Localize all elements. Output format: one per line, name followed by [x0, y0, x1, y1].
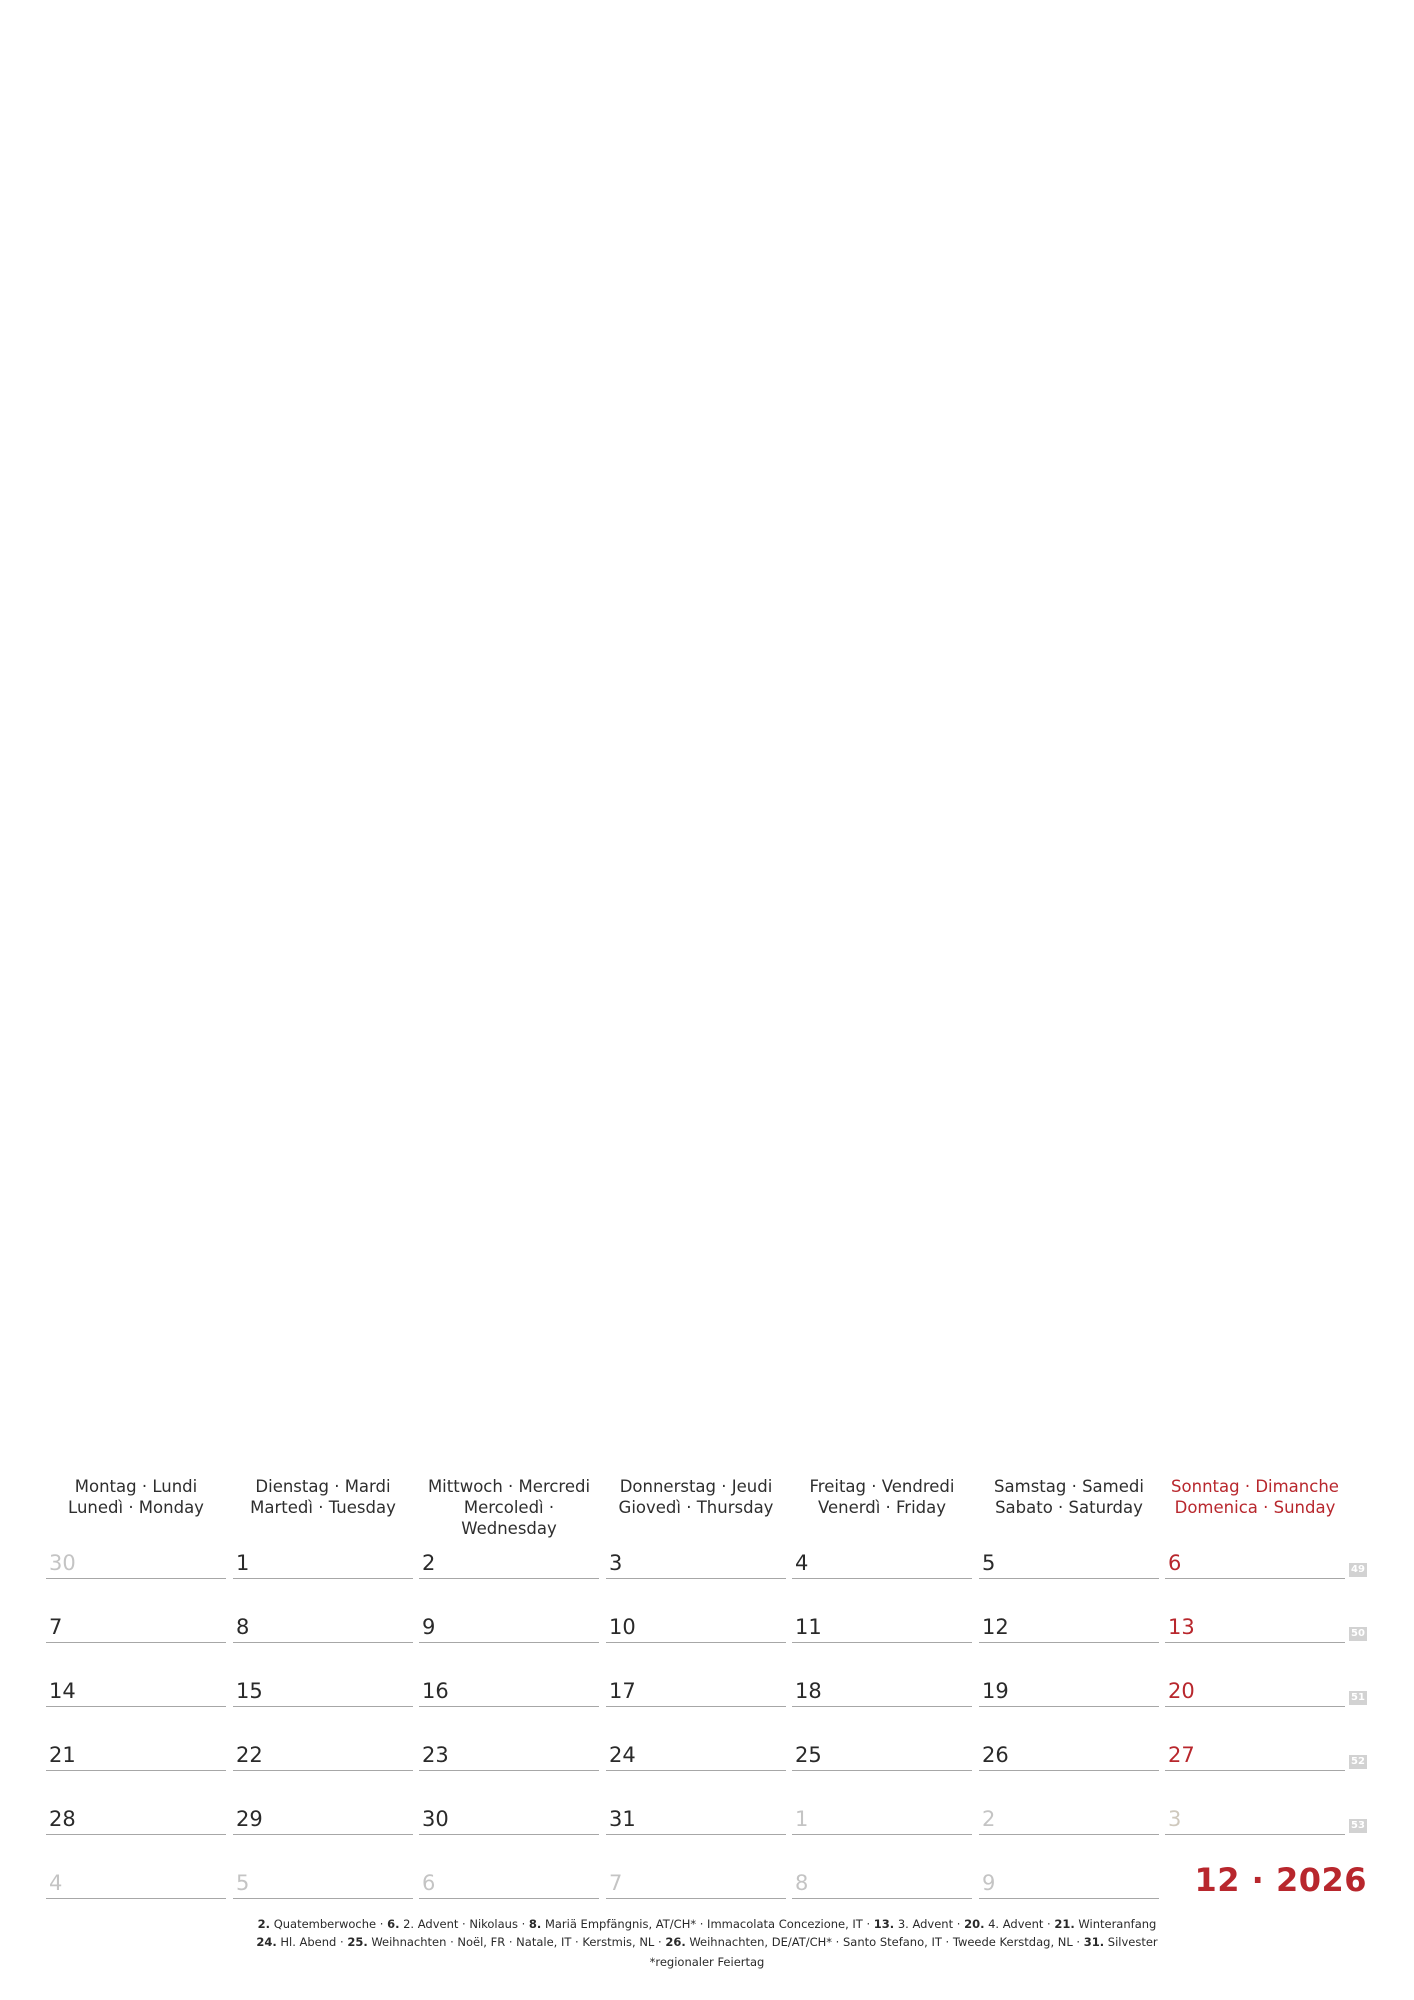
day-cell — [792, 1658, 972, 1707]
weekday-header-line2: Martedì · Tuesday — [250, 1498, 396, 1517]
holiday-line-1 — [0, 1915, 1414, 1933]
day-number: 25 — [795, 1743, 822, 1767]
day-cell — [606, 1594, 786, 1643]
day-number: 10 — [609, 1615, 636, 1639]
day-number: 8 — [795, 1871, 809, 1895]
weekday-header — [233, 1476, 413, 1518]
weekday-header — [46, 1476, 226, 1518]
day-cell — [233, 1658, 413, 1707]
holiday-day: 13. — [873, 1917, 895, 1931]
holiday-text: 4. Advent — [988, 1917, 1044, 1931]
day-cell — [46, 1786, 226, 1835]
holiday-separator: · — [336, 1935, 348, 1949]
holiday-day: 24. — [256, 1935, 277, 1949]
day-cell — [979, 1658, 1159, 1707]
day-number: 3 — [1168, 1807, 1182, 1831]
day-cell — [792, 1530, 972, 1579]
weekday-header-line2: Sabato · Saturday — [995, 1498, 1143, 1517]
day-number: 30 — [49, 1551, 76, 1575]
day-cell — [1165, 1658, 1345, 1707]
day-cell — [233, 1594, 413, 1643]
day-cell — [979, 1530, 1159, 1579]
weekday-header-line2: Giovedì · Thursday — [618, 1498, 774, 1517]
day-number: 26 — [982, 1743, 1009, 1767]
day-number: 5 — [236, 1871, 250, 1895]
holiday-separator: · — [862, 1917, 874, 1931]
day-number: 2 — [982, 1807, 996, 1831]
month-year-label: 12 · 2026 — [1194, 1861, 1367, 1899]
day-cell — [606, 1722, 786, 1771]
day-cell — [233, 1786, 413, 1835]
holiday-text: Weihnachten · Noël, FR · Natale, IT · Kerstmis, NL — [371, 1935, 655, 1949]
holiday-text: Winteranfang — [1078, 1917, 1157, 1931]
day-number: 23 — [422, 1743, 449, 1767]
week-number-badge: 51 — [1349, 1691, 1367, 1705]
day-cell — [233, 1850, 413, 1899]
holiday-footnote: *regionaler Feiertag — [649, 1955, 765, 1969]
weekday-header-line1: Samstag · Samedi — [994, 1477, 1144, 1496]
holiday-line-2 — [0, 1933, 1414, 1951]
day-number: 12 — [982, 1615, 1009, 1639]
day-number: 17 — [609, 1679, 636, 1703]
day-number: 4 — [49, 1871, 63, 1895]
holiday-separator: · — [376, 1917, 388, 1931]
weekday-header — [792, 1476, 972, 1518]
holiday-separator: · — [654, 1935, 666, 1949]
holiday-text: Weihnachten, DE/AT/CH* · Santo Stefano, IT · Tweede Kerstdag, NL — [689, 1935, 1073, 1949]
weekday-header-line2: Mercoledì · Wednesday — [461, 1498, 557, 1538]
day-number: 2 — [422, 1551, 436, 1575]
week-number-badge: 50 — [1349, 1627, 1367, 1641]
holiday-text: 3. Advent — [897, 1917, 954, 1931]
day-cell — [1165, 1530, 1345, 1579]
day-number: 28 — [49, 1807, 76, 1831]
day-cell — [46, 1722, 226, 1771]
day-number: 7 — [609, 1871, 623, 1895]
holiday-text: Silvester — [1107, 1935, 1158, 1949]
day-number: 3 — [609, 1551, 623, 1575]
day-number: 11 — [795, 1615, 822, 1639]
day-cell — [1165, 1722, 1345, 1771]
weekday-header-line2: Domenica · Sunday — [1174, 1498, 1336, 1517]
weekday-header-line2: Venerdì · Friday — [817, 1498, 947, 1517]
holiday-text: Mariä Empfängnis, AT/CH* · Immacolata Concezione, IT — [544, 1917, 863, 1931]
holiday-day: 31. — [1083, 1935, 1105, 1949]
holiday-day: 20. — [964, 1917, 985, 1931]
day-number: 9 — [982, 1871, 996, 1895]
day-cell — [979, 1722, 1159, 1771]
day-cell — [419, 1722, 599, 1771]
day-cell — [419, 1850, 599, 1899]
day-number: 19 — [982, 1679, 1009, 1703]
day-number: 5 — [982, 1551, 996, 1575]
holiday-day: 8. — [528, 1917, 542, 1931]
day-cell — [979, 1594, 1159, 1643]
week-number-badge: 49 — [1349, 1563, 1367, 1577]
day-cell — [979, 1850, 1159, 1899]
day-cell — [419, 1658, 599, 1707]
holiday-text: 2. Advent · Nikolaus — [403, 1917, 518, 1931]
day-cell — [1165, 1786, 1345, 1835]
day-cell — [46, 1594, 226, 1643]
day-number: 21 — [49, 1743, 76, 1767]
day-cell — [46, 1530, 226, 1579]
weekday-header-line1: Dienstag · Mardi — [255, 1477, 391, 1496]
day-number: 15 — [236, 1679, 263, 1703]
day-cell — [606, 1786, 786, 1835]
day-cell — [792, 1722, 972, 1771]
weekday-header-line1: Donnerstag · Jeudi — [619, 1477, 773, 1496]
day-number: 14 — [49, 1679, 76, 1703]
weekday-header-line1: Montag · Lundi — [74, 1477, 198, 1496]
weekday-header — [606, 1476, 786, 1518]
holiday-separator: · — [1072, 1935, 1084, 1949]
day-number: 7 — [49, 1615, 63, 1639]
holiday-text: Hl. Abend — [280, 1935, 337, 1949]
day-cell — [46, 1850, 226, 1899]
day-cell — [792, 1594, 972, 1643]
holiday-separator: · — [953, 1917, 965, 1931]
day-cell — [792, 1786, 972, 1835]
day-number: 6 — [1168, 1551, 1182, 1575]
day-cell — [419, 1530, 599, 1579]
holiday-day: 2. — [257, 1917, 271, 1931]
day-number: 20 — [1168, 1679, 1195, 1703]
holiday-text: Quatemberwoche — [273, 1917, 377, 1931]
day-number: 13 — [1168, 1615, 1195, 1639]
day-number: 30 — [422, 1807, 449, 1831]
day-number: 16 — [422, 1679, 449, 1703]
week-number-badge: 52 — [1349, 1755, 1367, 1769]
weekday-header — [979, 1476, 1159, 1518]
day-cell — [606, 1530, 786, 1579]
day-number: 29 — [236, 1807, 263, 1831]
day-cell — [606, 1658, 786, 1707]
day-cell — [419, 1786, 599, 1835]
holiday-day: 21. — [1054, 1917, 1075, 1931]
day-number: 8 — [236, 1615, 250, 1639]
holiday-day: 25. — [347, 1935, 368, 1949]
day-cell — [419, 1594, 599, 1643]
weekday-header-line1: Freitag · Vendredi — [809, 1477, 955, 1496]
day-number: 1 — [795, 1807, 809, 1831]
holiday-separator: · — [517, 1917, 529, 1931]
day-number: 4 — [795, 1551, 809, 1575]
holiday-separator: · — [1043, 1917, 1055, 1931]
day-cell — [606, 1850, 786, 1899]
holiday-day: 26. — [665, 1935, 686, 1949]
day-cell — [979, 1786, 1159, 1835]
day-number: 9 — [422, 1615, 436, 1639]
week-number-badge: 53 — [1349, 1819, 1367, 1833]
day-number: 27 — [1168, 1743, 1195, 1767]
weekday-header-line1: Sonntag · Dimanche — [1171, 1477, 1339, 1496]
day-number: 22 — [236, 1743, 263, 1767]
day-cell — [233, 1722, 413, 1771]
day-number: 1 — [236, 1551, 250, 1575]
holiday-day: 6. — [387, 1917, 400, 1931]
weekday-header — [1165, 1476, 1345, 1518]
day-number: 31 — [609, 1807, 636, 1831]
day-number: 18 — [795, 1679, 822, 1703]
day-cell — [1165, 1594, 1345, 1643]
day-cell — [792, 1850, 972, 1899]
day-cell — [46, 1658, 226, 1707]
day-cell — [233, 1530, 413, 1579]
day-number: 6 — [422, 1871, 436, 1895]
weekday-header-line2: Lunedì · Monday — [68, 1498, 204, 1517]
weekday-header-line1: Mittwoch · Mercredi — [427, 1477, 591, 1496]
day-number: 24 — [609, 1743, 636, 1767]
